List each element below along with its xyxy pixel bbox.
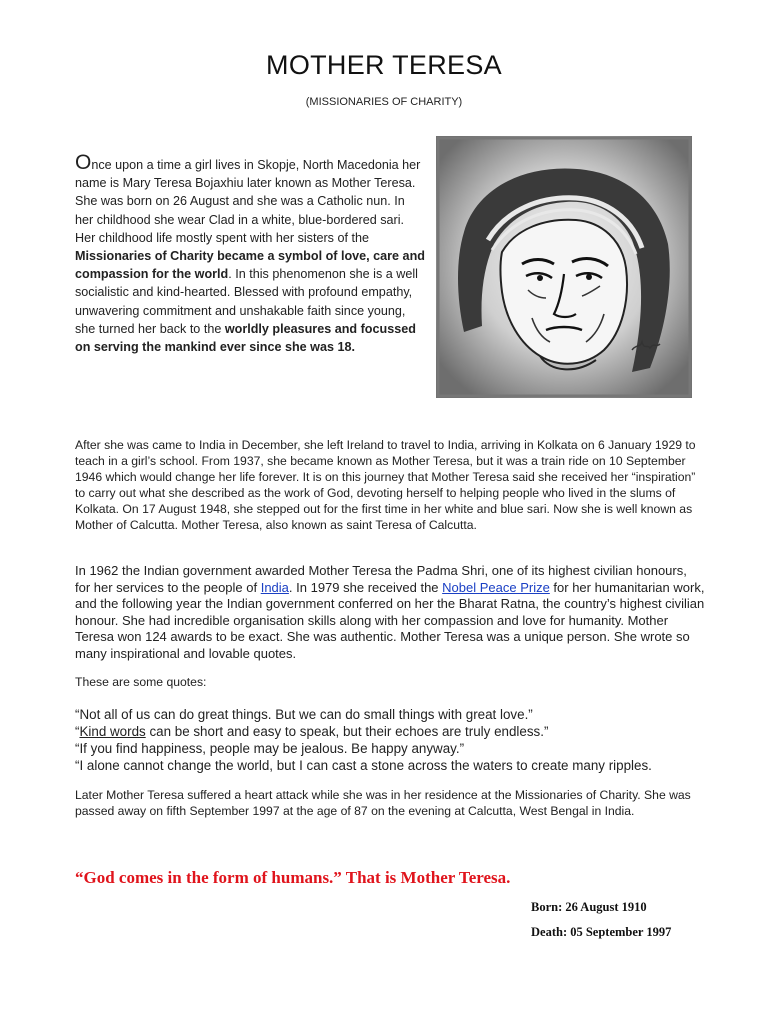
closing-quote: “God comes in the form of humans.” That is Mother Teresa.: [75, 868, 511, 887]
quote-2-rest: can be short and easy to speak, but their echoes are truly endless.”: [145, 724, 549, 739]
paragraph-arrival: After she was came to India in December, she left Ireland to travel to India, arriving in Kolkata on 6 January 1929 to teach in a girl’s school. From 1937, she became known as Mother Teresa, but it was a train ride on 10 September 1946 which would change her life forever. It is on this journey that Mother Teresa said she received her “inspiration” to carry out what she described as the work of God, devoting herself to helping people who lived in the slums of Kolkata. On 17 August 1948, she stepped out for the first time in her white and blue sari. Now she is well known as Mother of Calcutta. Mother Teresa, also known as saint Teresa of Calcutta.: [75, 438, 696, 532]
nobel-peace-prize-link[interactable]: Nobel Peace Prize: [442, 579, 550, 595]
portrait-sketch: [436, 136, 692, 398]
intro-text-1: nce upon a time a girl lives in Skopje, North Macedonia her name is Mary Teresa Bojaxhiu later known as Mother Teresa. She was born on 26 August and she was a Catholic nun. In her childhood she wear Clad in a white, blue-bordered sari. Her childhood life mostly spent with her sisters of the: [75, 158, 421, 245]
death-date: Death: 05 September 1997: [531, 925, 672, 939]
quote-1: “Not all of us can do great things. But we can do small things with great love.”: [75, 707, 533, 722]
drop-cap: O: [75, 151, 92, 174]
quotes-intro: These are some quotes:: [75, 675, 207, 689]
quote-2-open: “: [75, 724, 80, 739]
born-date: Born: 26 August 1910: [531, 900, 647, 914]
quote-3: “If you find happiness, people may be jealous. Be happy anyway.”: [75, 741, 465, 756]
awards-text-3: for her humanitarian work, and the following year the Indian government conferred on her the Bharat Ratna, the country’s highest civilian honour. She had incredible organisation skills along with her compassion and love for humanity. Mother Teresa won 124 awards to be exact. She was authentic. Mother Teresa was a unique person. She wrote so many inspirational and lovable quotes.: [75, 579, 705, 661]
awards-text-1: In 1962 the Indian government awarded Mother Teresa the Padma Shri, one of its highest civilian honours, for her services to the people of: [75, 563, 687, 595]
intro-text-2: . In this phenomenon she is a well socialistic and kind-hearted. Blessed with profound empathy, unwavering commitment and unshakable faith since young, she turned her back to the: [75, 267, 418, 336]
india-link[interactable]: India: [260, 579, 289, 595]
quote-2: [75, 723, 735, 740]
awards-text-2: . In 1979 she received the: [288, 579, 443, 595]
quote-2-underlined: Kind words: [79, 724, 146, 739]
page-title: MOTHER TERESA: [266, 50, 502, 80]
paragraph-death: Later Mother Teresa suffered a heart attack while she was in her residence at the Missionaries of Charity. She was passed away on fifth September 1997 at the age of 87 on the evening at Calcutta, West Bengal in India.: [75, 788, 691, 818]
intro-bold-2: worldly pleasures and focussed on serving the mankind ever since she was 18.: [75, 321, 416, 355]
quote-4: “I alone cannot change the world, but I can cast a stone across the waters to create many ripples.: [75, 758, 652, 773]
intro-paragraph: [75, 151, 425, 356]
intro-bold-1: Missionaries of Charity became a symbol of love, care and compassion for the world: [75, 249, 425, 282]
quotes-list: [75, 706, 735, 774]
paragraph-awards: [75, 563, 705, 662]
page-subtitle: (MISSIONARIES OF CHARITY): [305, 96, 463, 108]
